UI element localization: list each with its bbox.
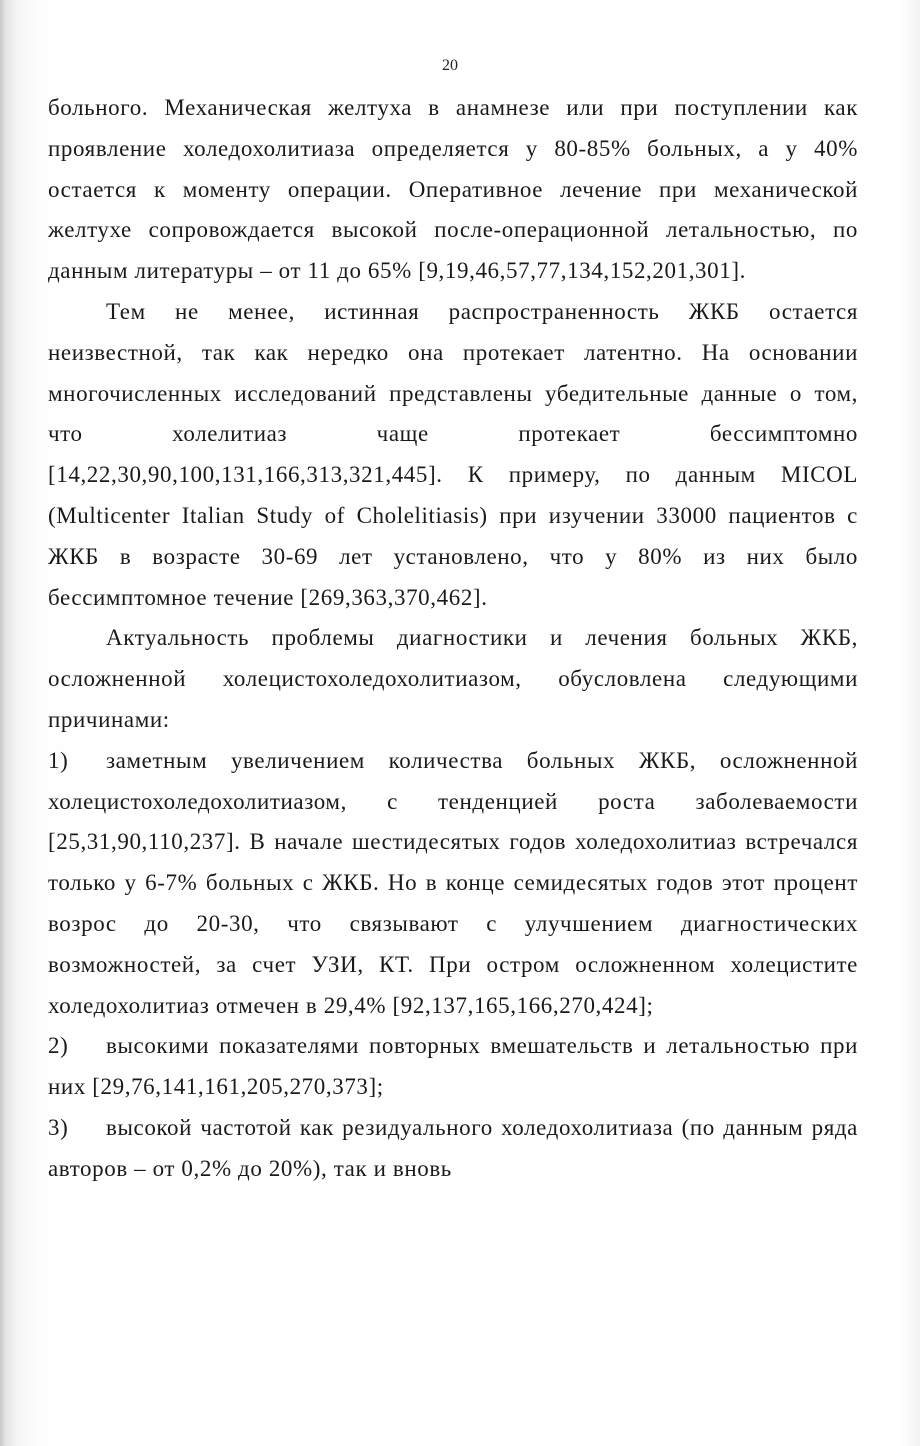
paragraph-continuation: больного. Механическая желтуха в анамнезе или при поступлении как проявление холедохолитиаза определяется у 80-85% больных, а у 40% остается к моменту операции. Оперативное лечение при механической желтухе сопровождается высокой после-операционной летальностью, по данным литературы – от 11 до 65% [9,19,46,57,77,134,152,201,301].	[48, 95, 858, 284]
list-item-number: 1)	[48, 747, 69, 773]
page-number: 20	[442, 57, 458, 74]
list-item	[48, 741, 858, 1027]
list-item	[48, 1108, 858, 1190]
paragraph-relevance: Актуальность проблемы диагностики и лечения больных ЖКБ, осложненной холецистохоледохолитиазом, обусловлена следующими причинами:	[48, 625, 858, 732]
body-text	[48, 88, 858, 1190]
paragraph-prevalence: Тем не менее, истинная распространенность ЖКБ остается неизвестной, так как нередко она протекает латентно. На основании многочисленных исследований представлены убедительные данные о том, что холелитиаз чаще протекает бессимптомно [14,22,30,90,100,131,166,313,321,445]. К примеру, по данным MICOL (Multicenter Italian Study of Cholelitiasis) при изучении 33000 пациентов с ЖКБ в возрасте 30-69 лет установлено, что у 80% из них было бессимптомное течение [269,363,370,462].	[48, 298, 858, 610]
list-item-number: 2)	[48, 1033, 69, 1059]
list-item-text: заметным увеличением количества больных ЖКБ, осложненной холецистохоледохолитиазом, с тенденцией роста заболеваемости [25,31,90,110,237]. В начале шестидесятых годов холедохолитиаз встречался только у 6-7% больных с ЖКБ. Но в конце семидесятых годов этот процент возрос до 20-30, что связывают с улучшением диагностических возможностей, за счет УЗИ, КТ. При остром осложненном холецистите холедохолитиаз отмечен в 29,4% [92,137,165,166,270,424];	[48, 747, 858, 1018]
list-item-text: высокими показателями повторных вмешательств и летальностью при них [29,76,141,161,205,270,373];	[48, 1033, 858, 1100]
list-item-text: высокой частотой как резидуального холедохолитиаза (по данным ряда авторов – от 0,2% до 20%), так и вновь	[48, 1114, 858, 1181]
list-item	[48, 1026, 858, 1108]
list-item-number: 3)	[48, 1114, 69, 1140]
